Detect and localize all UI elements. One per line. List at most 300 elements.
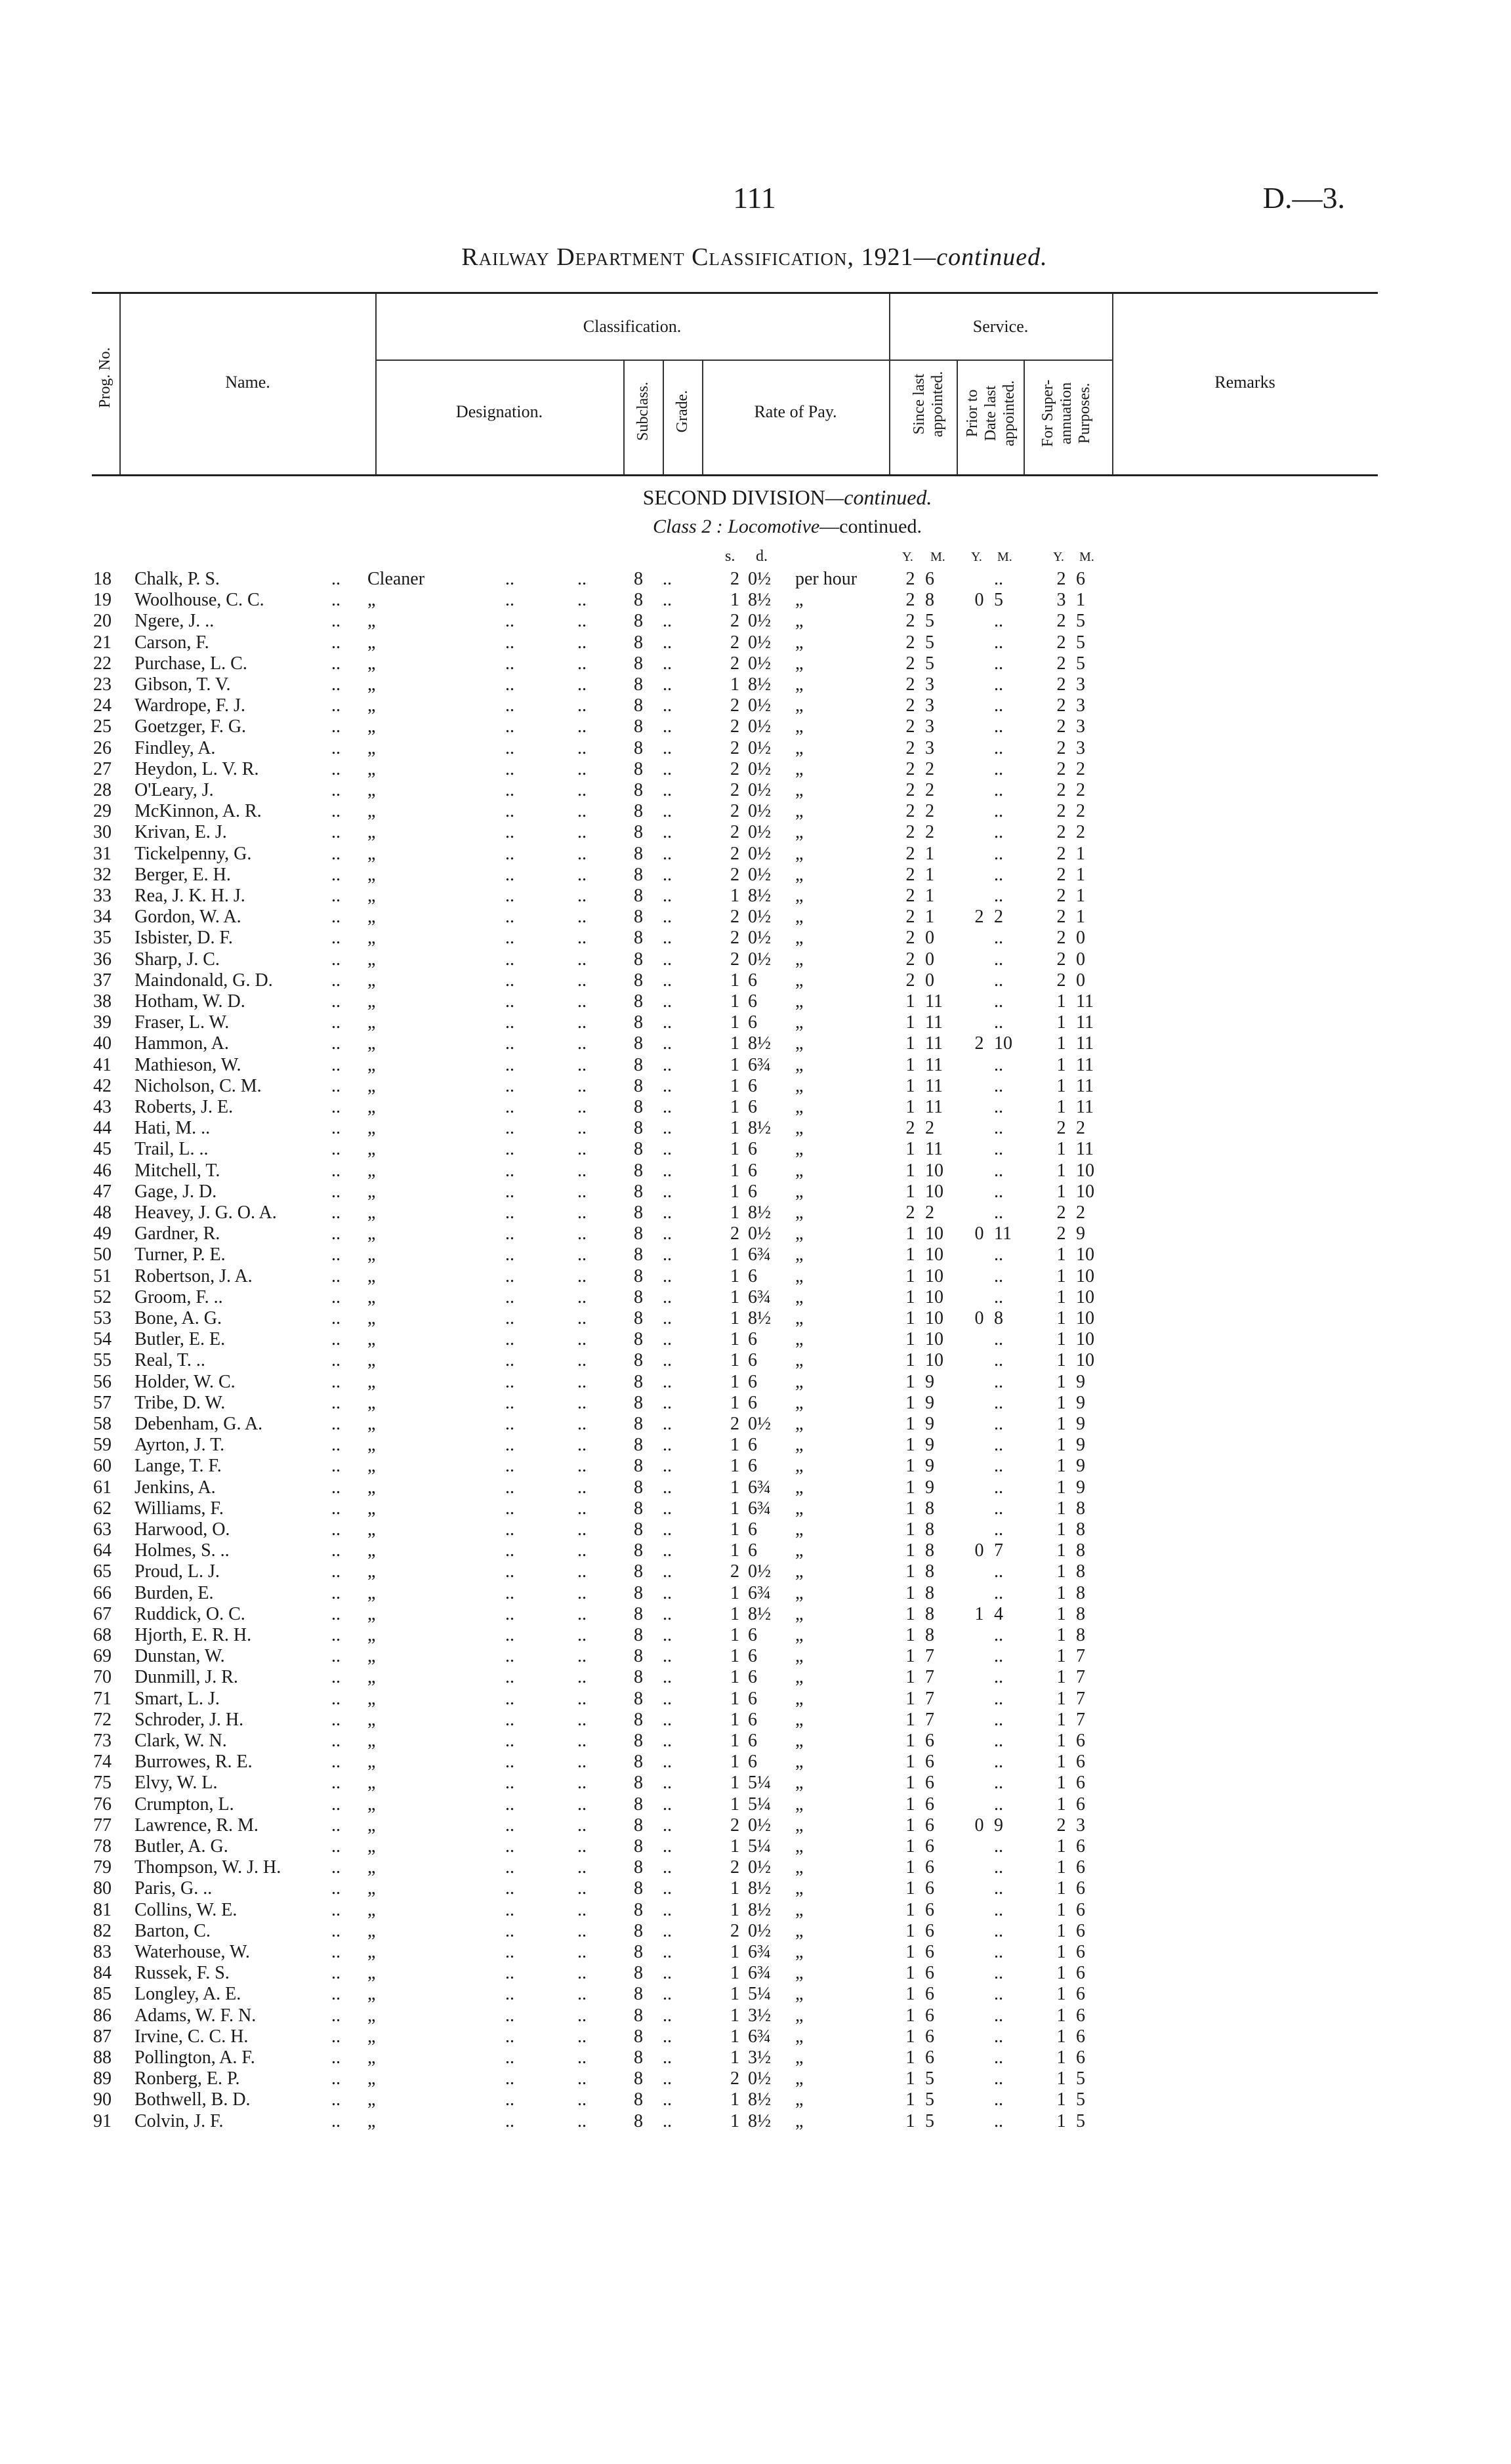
- rate-shillings: 1: [730, 1329, 739, 1350]
- table-row: [0, 1077, 1511, 1096]
- since-months: 11: [925, 1033, 943, 1054]
- leader-dots: ..: [577, 2068, 587, 2089]
- since-years: 1: [905, 2026, 915, 2047]
- super-months: 6: [1076, 2026, 1085, 2047]
- subclass: 8: [634, 1392, 643, 1413]
- rate-pence: 0½: [748, 1920, 771, 1941]
- subclass: 8: [634, 737, 643, 758]
- rate-unit: „: [795, 1625, 804, 1645]
- leader-dots: ..: [331, 949, 341, 970]
- subclass: 8: [634, 1414, 643, 1434]
- employee-name: Chalk, P. S.: [135, 569, 220, 589]
- since-years: 2: [905, 569, 915, 589]
- prog-no: 26: [93, 737, 112, 758]
- leader-dots: ..: [331, 1646, 341, 1667]
- leader-dots: ..: [663, 1984, 672, 2005]
- prior-months: ..: [994, 1688, 1003, 1709]
- rate-unit: „: [795, 970, 804, 991]
- rate-unit: „: [795, 1794, 804, 1815]
- table-row: [0, 654, 1511, 674]
- leader-dots: ..: [505, 1794, 514, 1815]
- designation: „: [367, 611, 376, 632]
- table-row: [0, 928, 1511, 948]
- designation: „: [367, 970, 376, 991]
- rate-shillings: 2: [730, 611, 739, 632]
- leader-dots: ..: [505, 1075, 514, 1096]
- designation: „: [367, 1202, 376, 1223]
- prog-no: 36: [93, 949, 112, 970]
- subclass: 8: [634, 1519, 643, 1540]
- super-months: 6: [1076, 1899, 1085, 1920]
- subclass: 8: [634, 949, 643, 970]
- employee-name: Gardner, R.: [135, 1223, 220, 1244]
- table-row: [0, 1478, 1511, 1498]
- super-months: 6: [1076, 1942, 1085, 1962]
- super-years: 1: [1056, 1709, 1066, 1730]
- prior-months: ..: [994, 1878, 1003, 1899]
- subclass: 8: [634, 801, 643, 822]
- table-row: [0, 844, 1511, 864]
- since-years: 1: [905, 1286, 915, 1307]
- since-months: 5: [925, 653, 934, 674]
- rate-shillings: 1: [730, 1519, 739, 1540]
- since-years: 2: [905, 653, 915, 674]
- super-years: 2: [1056, 780, 1066, 800]
- since-years: 2: [905, 801, 915, 822]
- super-years: 2: [1056, 611, 1066, 632]
- employee-name: Ronberg, E. P.: [135, 2068, 240, 2089]
- prior-months: ..: [994, 2110, 1003, 2131]
- prior-years: 2: [974, 1033, 984, 1054]
- since-months: 10: [925, 1350, 943, 1371]
- prog-no: 88: [93, 2047, 112, 2068]
- rate-shillings: 1: [730, 2110, 739, 2131]
- prog-no: 69: [93, 1646, 112, 1667]
- leader-dots: ..: [331, 1519, 341, 1540]
- rate-shillings: 1: [730, 1456, 739, 1477]
- employee-name: Colvin, J. F.: [135, 2110, 224, 2131]
- rate-pence: 0½: [748, 2068, 771, 2089]
- subclass: 8: [634, 1963, 643, 1984]
- leader-dots: ..: [577, 1202, 587, 1223]
- subclass: 8: [634, 970, 643, 991]
- leader-dots: ..: [331, 1308, 341, 1328]
- designation: „: [367, 1477, 376, 1498]
- super-years: 1: [1056, 1075, 1066, 1096]
- since-months: 3: [925, 737, 934, 758]
- table-row: [0, 950, 1511, 970]
- table-row: [0, 886, 1511, 906]
- designation: „: [367, 632, 376, 653]
- leader-dots: ..: [577, 1265, 587, 1286]
- page-number: 111: [733, 181, 776, 215]
- rate-shillings: 2: [730, 801, 739, 822]
- prior-months: 5: [994, 590, 1003, 611]
- header-name: Name.: [225, 373, 270, 392]
- super-years: 1: [1056, 1752, 1066, 1773]
- leader-dots: ..: [505, 758, 514, 779]
- since-months: 10: [925, 1308, 943, 1328]
- prog-no: 78: [93, 1836, 112, 1857]
- since-years: 1: [905, 1435, 915, 1456]
- rate-shillings: 2: [730, 928, 739, 949]
- rate-unit: „: [795, 758, 804, 779]
- table-row: [0, 1267, 1511, 1286]
- leader-dots: ..: [663, 970, 672, 991]
- employee-name: Burden, E.: [135, 1582, 214, 1603]
- rate-pence: 8½: [748, 1202, 771, 1223]
- rate-shillings: 1: [730, 1794, 739, 1815]
- super-years: 1: [1056, 1836, 1066, 1857]
- super-months: 3: [1076, 695, 1085, 716]
- since-months: 0: [925, 970, 934, 991]
- rate-shillings: 1: [730, 970, 739, 991]
- subclass: 8: [634, 1012, 643, 1033]
- rate-shillings: 2: [730, 1920, 739, 1941]
- subclass: 8: [634, 2110, 643, 2131]
- rate-unit: „: [795, 632, 804, 653]
- super-months: 1: [1076, 886, 1085, 906]
- leader-dots: ..: [331, 2005, 341, 2026]
- prior-months: ..: [994, 569, 1003, 589]
- leader-dots: ..: [577, 1392, 587, 1413]
- since-years: 2: [905, 674, 915, 695]
- leader-dots: ..: [505, 1667, 514, 1688]
- subclass: 8: [634, 1265, 643, 1286]
- leader-dots: ..: [505, 1329, 514, 1350]
- rate-unit: „: [795, 1603, 804, 1624]
- subclass: 8: [634, 1498, 643, 1519]
- leader-dots: ..: [505, 1561, 514, 1582]
- rate-unit: „: [795, 2047, 804, 2068]
- super-months: 0: [1076, 970, 1085, 991]
- leader-dots: ..: [663, 2026, 672, 2047]
- designation: „: [367, 1286, 376, 1307]
- rate-unit: „: [795, 801, 804, 822]
- table-row: [0, 1795, 1511, 1815]
- table-row: [0, 1626, 1511, 1645]
- rate-unit: „: [795, 2068, 804, 2089]
- leader-dots: ..: [505, 1097, 514, 1117]
- subclass: 8: [634, 1350, 643, 1371]
- prior-months: 11: [994, 1223, 1012, 1244]
- leader-dots: ..: [505, 1350, 514, 1371]
- leader-dots: ..: [663, 1033, 672, 1054]
- designation: „: [367, 1773, 376, 1794]
- prog-no: 48: [93, 1202, 112, 1223]
- leader-dots: ..: [663, 1012, 672, 1033]
- rate-pence: 6: [748, 1688, 757, 1709]
- leader-dots: ..: [663, 1773, 672, 1794]
- leader-dots: ..: [505, 1519, 514, 1540]
- leader-dots: ..: [331, 1878, 341, 1899]
- leader-dots: ..: [577, 1054, 587, 1075]
- super-years: 2: [1056, 928, 1066, 949]
- leader-dots: ..: [577, 1223, 587, 1244]
- leader-dots: ..: [577, 1139, 587, 1160]
- designation: „: [367, 1371, 376, 1392]
- super-years: 1: [1056, 1857, 1066, 1878]
- rate-pence: 0½: [748, 949, 771, 970]
- since-years: 2: [905, 928, 915, 949]
- table-row: [0, 1119, 1511, 1138]
- prog-no: 63: [93, 1519, 112, 1540]
- since-years: 2: [905, 611, 915, 632]
- employee-name: Longley, A. E.: [135, 1984, 241, 2005]
- since-months: 2: [925, 1202, 934, 1223]
- super-months: 11: [1076, 1054, 1094, 1075]
- leader-dots: ..: [331, 569, 341, 589]
- rate-pence: 6: [748, 1625, 757, 1645]
- since-months: 2: [925, 1118, 934, 1139]
- super-months: 7: [1076, 1709, 1085, 1730]
- table-row: [0, 907, 1511, 927]
- leader-dots: ..: [505, 1646, 514, 1667]
- rate-unit: „: [795, 1688, 804, 1709]
- rate-pence: 5¼: [748, 1836, 771, 1857]
- leader-dots: ..: [663, 758, 672, 779]
- super-months: 0: [1076, 928, 1085, 949]
- leader-dots: ..: [331, 1477, 341, 1498]
- rate-pence: 0½: [748, 1857, 771, 1878]
- super-years: 1: [1056, 1688, 1066, 1709]
- super-months: 5: [1076, 2068, 1085, 2089]
- leader-dots: ..: [577, 1371, 587, 1392]
- employee-name: Bone, A. G.: [135, 1308, 222, 1328]
- super-years: 1: [1056, 2047, 1066, 2068]
- prog-no: 52: [93, 1286, 112, 1307]
- since-months: 8: [925, 1603, 934, 1624]
- rate-pence: 8½: [748, 590, 771, 611]
- leader-dots: ..: [577, 590, 587, 611]
- super-months: 8: [1076, 1498, 1085, 1519]
- leader-dots: ..: [577, 1731, 587, 1751]
- rate-pence: 0½: [748, 843, 771, 864]
- employee-name: Dunmill, J. R.: [135, 1667, 238, 1688]
- leader-dots: ..: [577, 1815, 587, 1836]
- super-months: 6: [1076, 2005, 1085, 2026]
- leader-dots: ..: [331, 822, 341, 843]
- leader-dots: ..: [331, 674, 341, 695]
- designation: „: [367, 907, 376, 928]
- prog-no: 77: [93, 1815, 112, 1836]
- leader-dots: ..: [663, 2110, 672, 2131]
- leader-dots: ..: [663, 1139, 672, 1160]
- since-years: 1: [905, 1857, 915, 1878]
- table-row: [0, 1963, 1511, 1983]
- header-classification: Classification.: [583, 317, 682, 336]
- since-months: 0: [925, 949, 934, 970]
- since-months: 1: [925, 843, 934, 864]
- since-months: 5: [925, 2110, 934, 2131]
- rate-pence: 8½: [748, 674, 771, 695]
- rate-unit: „: [795, 949, 804, 970]
- rate-pence: 6: [748, 1456, 757, 1477]
- rate-pence: 6: [748, 1667, 757, 1688]
- rate-unit: „: [795, 1012, 804, 1033]
- since-months: 11: [925, 1139, 943, 1160]
- prior-months: ..: [994, 695, 1003, 716]
- employee-name: Hjorth, E. R. H.: [135, 1625, 252, 1645]
- rate-unit: „: [795, 1223, 804, 1244]
- prog-no: 60: [93, 1456, 112, 1477]
- rate-pence: 8½: [748, 886, 771, 906]
- rate-shillings: 2: [730, 780, 739, 800]
- prior-months: ..: [994, 1371, 1003, 1392]
- leader-dots: ..: [331, 1139, 341, 1160]
- leader-dots: ..: [331, 928, 341, 949]
- leader-dots: ..: [577, 1033, 587, 1054]
- rate-shillings: 2: [730, 907, 739, 928]
- subclass: 8: [634, 1054, 643, 1075]
- prior-months: ..: [994, 674, 1003, 695]
- rate-pence: 6: [748, 1646, 757, 1667]
- super-months: 9: [1076, 1223, 1085, 1244]
- rate-unit: „: [795, 780, 804, 800]
- prog-no: 27: [93, 758, 112, 779]
- rate-unit: „: [795, 864, 804, 885]
- prog-no: 51: [93, 1265, 112, 1286]
- since-months: 10: [925, 1160, 943, 1181]
- prog-no: 85: [93, 1984, 112, 2005]
- leader-dots: ..: [331, 1118, 341, 1139]
- rate-pence: 8½: [748, 2110, 771, 2131]
- super-months: 6: [1076, 1794, 1085, 1815]
- subclass: 8: [634, 1731, 643, 1751]
- since-years: 2: [905, 886, 915, 906]
- rate-unit: „: [795, 1477, 804, 1498]
- table-row: [0, 1182, 1511, 1202]
- leader-dots: ..: [505, 1836, 514, 1857]
- subclass: 8: [634, 1815, 643, 1836]
- since-years: 1: [905, 1308, 915, 1328]
- leader-dots: ..: [663, 1244, 672, 1265]
- since-years: 1: [905, 1054, 915, 1075]
- leader-dots: ..: [331, 1392, 341, 1413]
- leader-dots: ..: [577, 1435, 587, 1456]
- rate-unit: „: [795, 1984, 804, 2005]
- prog-no: 81: [93, 1899, 112, 1920]
- rate-unit: „: [795, 2005, 804, 2026]
- leader-dots: ..: [505, 2068, 514, 2089]
- employee-name: Barton, C.: [135, 1920, 211, 1941]
- rate-unit: „: [795, 737, 804, 758]
- prog-no: 49: [93, 1223, 112, 1244]
- leader-dots: ..: [577, 1582, 587, 1603]
- super-years: 1: [1056, 1794, 1066, 1815]
- prior-months: ..: [994, 1794, 1003, 1815]
- super-years: 1: [1056, 1477, 1066, 1498]
- since-years: 2: [905, 737, 915, 758]
- rate-shillings: 2: [730, 737, 739, 758]
- since-months: 1: [925, 907, 934, 928]
- document-reference: D.—3.: [1262, 181, 1345, 215]
- rate-pence: 6¾: [748, 1286, 771, 1307]
- super-years: 1: [1056, 1286, 1066, 1307]
- subclass: 8: [634, 653, 643, 674]
- leader-dots: ..: [331, 1160, 341, 1181]
- table-row: [0, 569, 1511, 589]
- subclass: 8: [634, 928, 643, 949]
- prior-months: ..: [994, 1646, 1003, 1667]
- employee-name: Ruddick, O. C.: [135, 1603, 245, 1624]
- super-years: 1: [1056, 1582, 1066, 1603]
- designation: „: [367, 2005, 376, 2026]
- super-years: 1: [1056, 1012, 1066, 1033]
- since-months: 7: [925, 1646, 934, 1667]
- designation: „: [367, 1920, 376, 1941]
- leader-dots: ..: [505, 569, 514, 589]
- header-since-last-appointed: Since last appointed.: [911, 371, 946, 438]
- employee-name: Lawrence, R. M.: [135, 1815, 259, 1836]
- rate-shillings: 1: [730, 1709, 739, 1730]
- leader-dots: ..: [505, 1392, 514, 1413]
- prior-months: ..: [994, 991, 1003, 1012]
- table-row: [0, 1414, 1511, 1434]
- table-row: [0, 2112, 1511, 2131]
- designation: „: [367, 1519, 376, 1540]
- prog-no: 21: [93, 632, 112, 653]
- since-months: 10: [925, 1265, 943, 1286]
- leader-dots: ..: [505, 1308, 514, 1328]
- rate-shillings: 1: [730, 1878, 739, 1899]
- super-months: 6: [1076, 1773, 1085, 1794]
- rate-pence: 0½: [748, 653, 771, 674]
- leader-dots: ..: [331, 907, 341, 928]
- leader-dots: ..: [331, 1963, 341, 1984]
- subclass: 8: [634, 1836, 643, 1857]
- leader-dots: ..: [663, 1582, 672, 1603]
- since-months: 10: [925, 1286, 943, 1307]
- leader-dots: ..: [331, 1181, 341, 1202]
- super-years: 2: [1056, 949, 1066, 970]
- since-months: 11: [925, 1075, 943, 1096]
- leader-dots: ..: [331, 970, 341, 991]
- leader-dots: ..: [577, 1097, 587, 1117]
- leader-dots: ..: [663, 1625, 672, 1645]
- designation: „: [367, 1097, 376, 1117]
- leader-dots: ..: [505, 632, 514, 653]
- rate-unit: per hour: [795, 569, 858, 589]
- prog-no: 82: [93, 1920, 112, 1941]
- since-months: 11: [925, 1097, 943, 1117]
- table-row: [0, 1309, 1511, 1328]
- leader-dots: ..: [577, 1181, 587, 1202]
- since-years: 2: [905, 843, 915, 864]
- rate-shillings: 1: [730, 1899, 739, 1920]
- employee-name: Sharp, J. C.: [135, 949, 220, 970]
- designation: „: [367, 1667, 376, 1688]
- rate-shillings: 1: [730, 1625, 739, 1645]
- since-months: 1: [925, 864, 934, 885]
- leader-dots: ..: [505, 1456, 514, 1477]
- since-years: 2: [905, 780, 915, 800]
- leader-dots: ..: [331, 1498, 341, 1519]
- leader-dots: ..: [505, 822, 514, 843]
- since-years: 1: [905, 1477, 915, 1498]
- rate-pence: 0½: [748, 1414, 771, 1434]
- rate-shillings: 1: [730, 1097, 739, 1117]
- leader-dots: ..: [331, 1794, 341, 1815]
- rate-unit: „: [795, 907, 804, 928]
- leader-dots: ..: [505, 1160, 514, 1181]
- leader-dots: ..: [577, 1773, 587, 1794]
- prior-months: ..: [994, 1118, 1003, 1139]
- table-row: [0, 760, 1511, 779]
- leader-dots: ..: [663, 611, 672, 632]
- prog-no: 58: [93, 1414, 112, 1434]
- rate-pence: 6¾: [748, 2026, 771, 2047]
